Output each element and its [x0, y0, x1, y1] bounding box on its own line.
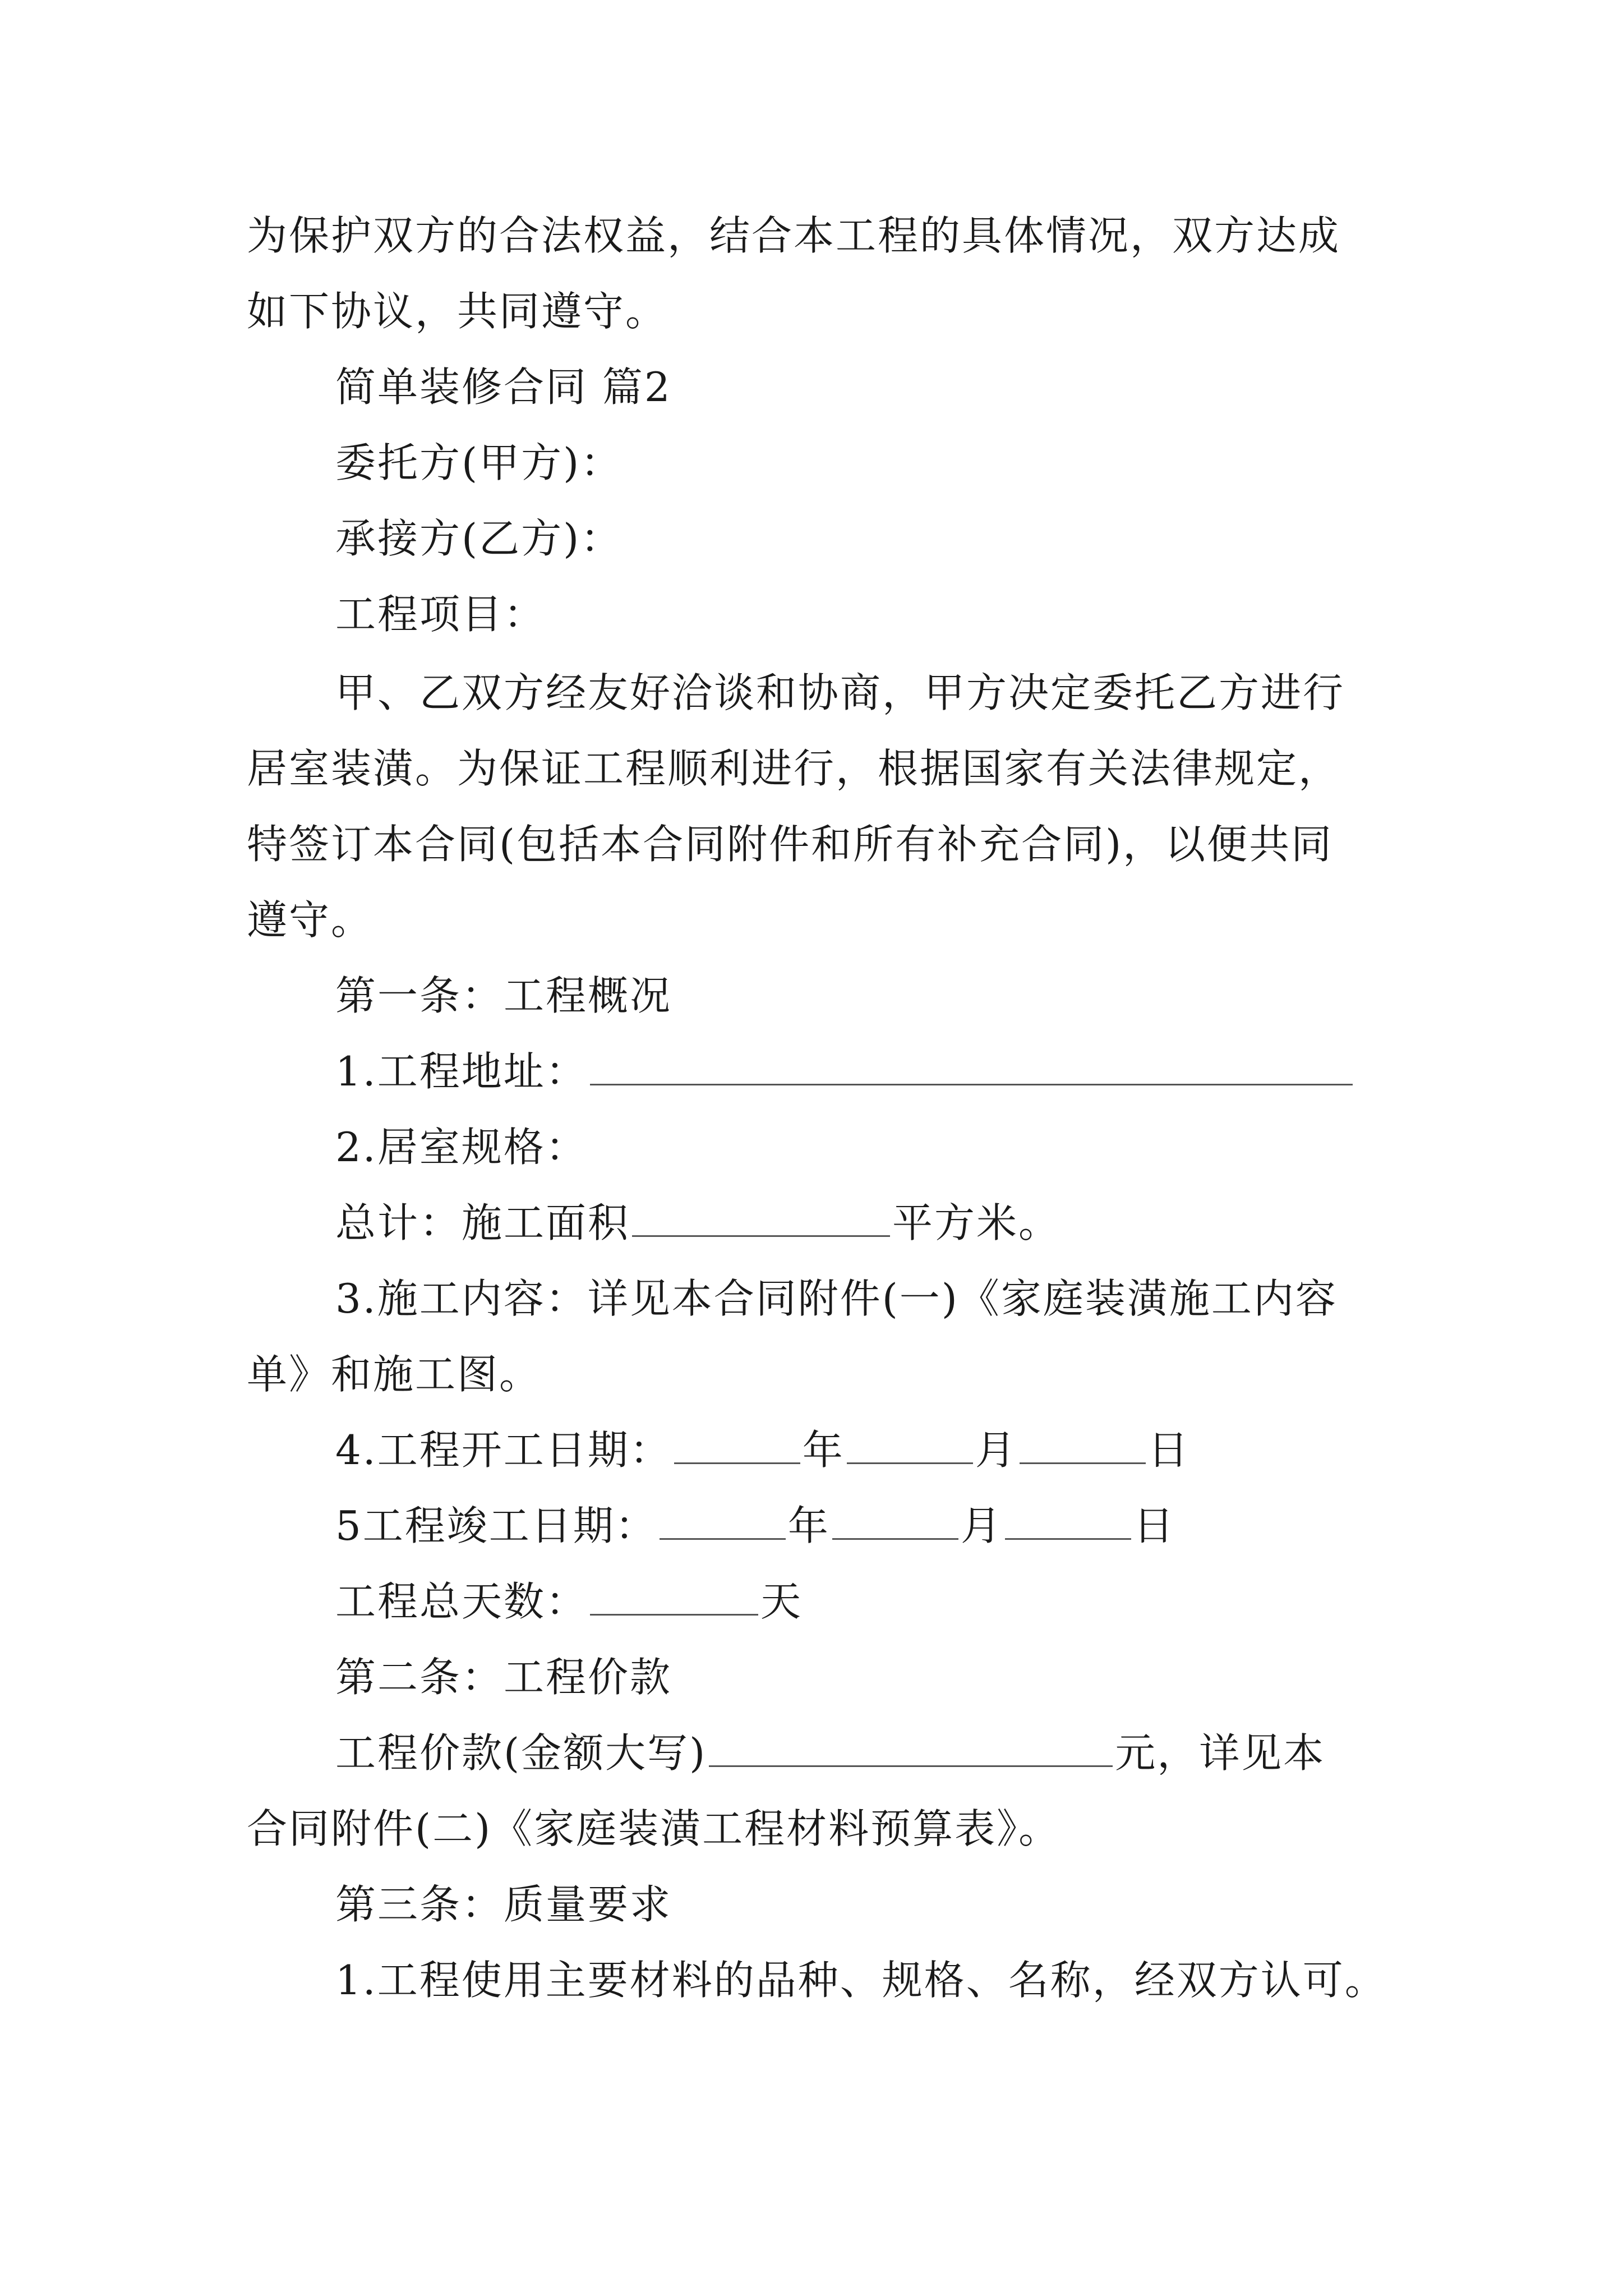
blank-field — [632, 1196, 890, 1237]
text: 承接方(乙方)： — [335, 515, 623, 562]
text: 1.工程使用主要材料的品种、规格、名称，经双方认可。 — [335, 1957, 1387, 2004]
blank-field — [1005, 1499, 1131, 1540]
paragraph-line — [247, 740, 1340, 797]
text: 第二条：工程价款 — [335, 1654, 672, 1701]
paragraph-line — [247, 208, 1340, 264]
paragraph-line — [247, 1801, 1061, 1857]
blank-field — [709, 1726, 1113, 1767]
project-line — [335, 586, 546, 642]
paragraph-line — [335, 1271, 1338, 1327]
text: 元，详见本 — [1115, 1729, 1326, 1777]
paragraph-line — [335, 1952, 1387, 2008]
text: 第三条：质量要求 — [335, 1881, 672, 1928]
text: 2.居室规格： — [335, 1124, 588, 1171]
text: 4.工程开工日期： — [335, 1427, 672, 1474]
text: 简单装修合同 篇2 — [335, 364, 672, 411]
blank-field — [590, 1575, 758, 1616]
article-2-heading — [335, 1649, 672, 1705]
text: 工程价款(金额大写) — [335, 1729, 707, 1777]
text: 特签订本合同(包括本合同附件和所有补充合同)，以便共同 — [247, 821, 1334, 868]
text: 天 — [760, 1578, 803, 1625]
text: 日 — [1147, 1427, 1190, 1474]
text: 工程项目： — [335, 591, 546, 638]
text: 为保护双方的合法权益，结合本工程的具体情况，双方达成 — [247, 212, 1341, 259]
text: 5工程竣工日期： — [335, 1502, 657, 1549]
paragraph-line — [247, 816, 1333, 872]
blank-field — [847, 1423, 973, 1464]
article-1-heading — [335, 968, 672, 1024]
text: 总计：施工面积 — [335, 1199, 630, 1246]
total-days-line — [335, 1573, 803, 1630]
text: 日 — [1133, 1502, 1175, 1549]
text: 年 — [787, 1502, 830, 1549]
paragraph-line — [247, 283, 667, 339]
room-spec-line — [335, 1119, 588, 1175]
blank-field — [590, 1045, 1353, 1085]
end-date-line — [335, 1498, 1175, 1554]
party-b-line — [335, 510, 623, 567]
text: 月 — [975, 1427, 1017, 1474]
paragraph-line — [335, 665, 1345, 721]
area-line — [335, 1195, 1061, 1251]
text: 3.施工内容：详见本合同附件(一)《家庭装潢施工内容 — [335, 1275, 1338, 1322]
text: 单》和施工图。 — [247, 1351, 542, 1398]
text: 平方米。 — [892, 1199, 1061, 1246]
text: 年 — [802, 1427, 845, 1474]
blank-field — [674, 1423, 800, 1464]
address-line — [335, 1043, 1355, 1099]
blank-field — [832, 1499, 958, 1540]
text: 合同附件(二)《家庭装潢工程材料预算表》。 — [247, 1805, 1061, 1852]
text: 遵守。 — [247, 896, 374, 944]
text: 甲、乙双方经友好洽谈和协商，甲方决定委托乙方进行 — [335, 669, 1345, 716]
text: 居室装潢。为保证工程顺利进行，根据国家有关法律规定， — [247, 745, 1341, 792]
price-line — [335, 1725, 1325, 1781]
section-title — [335, 359, 672, 415]
article-3-heading — [335, 1876, 672, 1932]
text: 第一条：工程概况 — [335, 972, 672, 1019]
text: 1.工程地址： — [335, 1048, 588, 1095]
start-date-line — [335, 1422, 1190, 1478]
blank-field — [1020, 1423, 1146, 1464]
text: 如下协议，共同遵守。 — [247, 288, 668, 335]
party-a-line — [335, 435, 623, 491]
text: 工程总天数： — [335, 1578, 588, 1625]
paragraph-line — [247, 892, 373, 948]
blank-field — [660, 1499, 786, 1540]
text: 委托方(甲方)： — [335, 439, 623, 486]
text: 月 — [960, 1502, 1003, 1549]
paragraph-line — [247, 1346, 541, 1402]
